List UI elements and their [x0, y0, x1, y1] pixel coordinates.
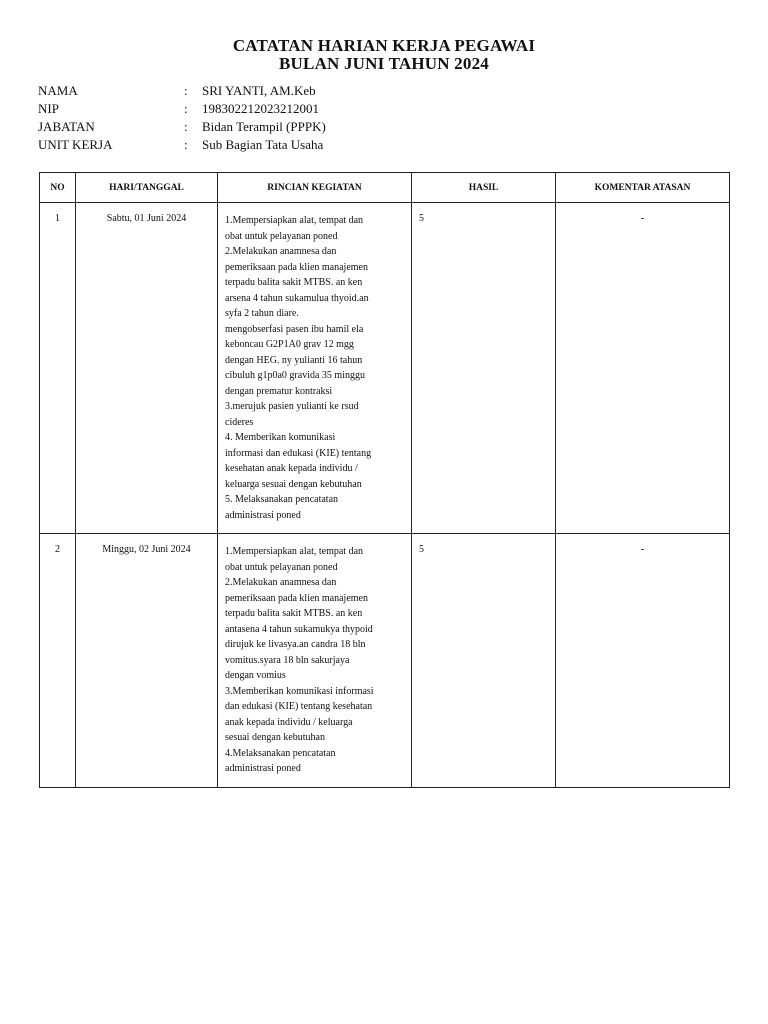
info-colon: : [184, 83, 188, 98]
activity-detail-line: administrasi poned [225, 763, 301, 774]
info-colon: : [184, 119, 188, 134]
row-activity-details [218, 534, 412, 788]
activity-detail-line: 4.Melaksanakan pencatatan [225, 747, 336, 759]
activity-log-table [39, 172, 730, 788]
row-supervisor-comment: - [556, 203, 730, 534]
activity-detail-line: kesehatan anak kepada individu / [225, 463, 358, 474]
activity-detail-line: informasi dan edukasi (KIE) tentang [225, 447, 372, 459]
activity-detail-line: administrasi poned [225, 509, 301, 521]
info-value: Bidan Terampil (PPPK) [202, 119, 326, 134]
header-no: NO [40, 173, 76, 203]
info-row-name [38, 82, 326, 100]
activity-detail-line: 2.Melakukan anamnesa dan [225, 577, 337, 588]
row-date: Sabtu, 01 Juni 2024 [76, 203, 218, 534]
info-row-position [38, 118, 326, 136]
document-title: CATATAN HARIAN KERJA PEGAWAI [232, 36, 536, 55]
info-label: UNIT KERJA [38, 137, 113, 152]
activity-detail-line: 3.Memberikan komunikasi informasi [225, 685, 374, 697]
header-details: RINCIAN KEGIATAN [218, 173, 412, 203]
header-result: HASIL [412, 173, 556, 203]
table-body [40, 203, 730, 788]
info-row-unit [38, 136, 326, 154]
activity-detail-line: obat untuk pelayanan poned [225, 230, 338, 242]
table-row [40, 203, 730, 534]
activity-detail-line: sesuai dengan kebutuhan [225, 732, 325, 743]
info-label: NIP [38, 101, 59, 116]
activity-detail-line: mengobserfasi pasen ibu hamil ela [225, 323, 364, 335]
activity-detail-line: pemeriksaan pada klien manajemen [225, 592, 368, 604]
header-date: HARI/TANGGAL [76, 173, 218, 203]
row-number: 1 [40, 203, 76, 534]
activity-detail-line: anak kepada individu / keluarga [225, 716, 353, 728]
activity-detail-line: keboncau G2P1A0 grav 12 mgg [225, 339, 354, 350]
row-supervisor-comment: - [556, 534, 730, 788]
row-number: 2 [40, 534, 76, 788]
info-colon: : [184, 101, 188, 116]
document-subtitle: BULAN JUNI TAHUN 2024 [279, 54, 489, 73]
info-label: JABATAN [38, 119, 95, 134]
activity-detail-line: dengan prematur kontraksi [225, 385, 333, 397]
row-date: Minggu, 02 Juni 2024 [76, 534, 218, 788]
table-row [40, 534, 730, 788]
activity-detail-line: pemeriksaan pada klien manajemen [225, 261, 368, 273]
activity-detail-line: 4. Memberikan komunikasi [225, 432, 336, 443]
row-activity-details [218, 203, 412, 534]
activity-detail-line: terpadu balita sakit MTBS. an ken [225, 277, 363, 288]
activity-detail-line: dengan HEG. ny yulianti 16 tahun [225, 354, 363, 366]
info-value: Sub Bagian Tata Usaha [202, 137, 324, 152]
table-header-row [40, 173, 730, 203]
activity-detail-line: terpadu balita sakit MTBS. an ken [225, 608, 363, 619]
info-colon: : [184, 137, 188, 152]
activity-detail-line: dirujuk ke livasya.an candra 18 bln [225, 639, 366, 650]
activity-detail-line: 3.merujuk pasien yulianti ke rsud [225, 401, 359, 412]
activity-detail-line: dengan vomius [225, 670, 286, 681]
activity-detail-line: 2.Melakukan anamnesa dan [225, 246, 337, 257]
activity-detail-line: 1.Mempersiapkan alat, tempat dan [225, 546, 364, 557]
activity-detail-line: vomitus.syara 18 bln sakurjaya [225, 654, 350, 666]
activity-detail-line: cibuluh g1p0a0 gravida 35 minggu [225, 370, 365, 381]
activity-detail-line: syfa 2 tahun diare. [225, 308, 299, 319]
activity-detail-line: 5. Melaksanakan pencatatan [225, 494, 339, 505]
activity-detail-line: keluarga sesuai dengan kebutuhan [225, 478, 362, 490]
activity-detail-line: 1.Mempersiapkan alat, tempat dan [225, 215, 364, 226]
info-value: 198302212023212001 [202, 101, 319, 116]
info-label: NAMA [38, 83, 78, 98]
activity-detail-line: obat untuk pelayanan poned [225, 561, 338, 573]
activity-detail-line: arsena 4 tahun sukamulua thyoid.an [225, 292, 369, 304]
info-row-nip [38, 100, 326, 118]
activity-detail-line: cideres [225, 416, 254, 428]
row-result: 5 [412, 534, 556, 788]
info-value: SRI YANTI, AM.Keb [202, 83, 316, 98]
header-comment: KOMENTAR ATASAN [556, 173, 730, 203]
activity-detail-line: antasena 4 tahun sukamukya thypoid [225, 623, 373, 635]
activity-detail-line: dan edukasi (KIE) tentang kesehatan [225, 701, 373, 712]
row-result: 5 [412, 203, 556, 534]
employee-info [38, 82, 326, 154]
